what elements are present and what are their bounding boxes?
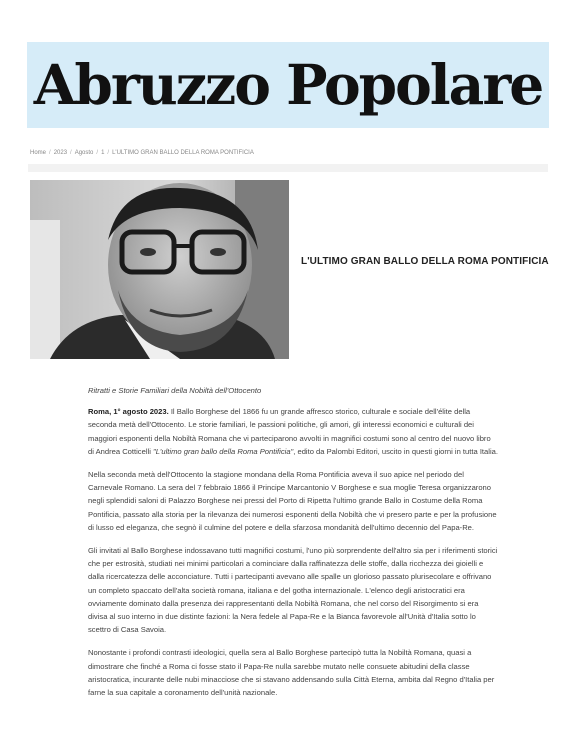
author-photo xyxy=(30,180,289,359)
breadcrumb-home[interactable]: Home xyxy=(30,150,47,156)
paragraph-4: Nonostante i profondi contrasti ideologici, quella sera al Ballo Borghese partecipò tutta la Nobiltà Romana, quasi a dimostrare che finché a Roma ci fosse stato il Papa-Re nulla sarebbe mutato nelle consuete abitudini della classe aristocratica, incurante delle nubi minacciose che si stavano addensando sulla Città Eterna, ambita dal Regno d'Italia per farne la sua capitale a coronamento dell'unità nazionale. xyxy=(88,648,495,698)
breadcrumb-year[interactable]: 2023 xyxy=(53,150,68,156)
breadcrumb: Home / 2023 / Agosto / 1 / L'ULTIMO GRAN BALLO DELLA ROMA PONTIFICIA xyxy=(30,150,254,156)
dateline: Roma, 1° agosto 2023. xyxy=(88,407,169,417)
divider xyxy=(28,164,548,172)
breadcrumb-day[interactable]: 1 xyxy=(101,150,105,156)
paragraph-3: Gli invitati al Ballo Borghese indossavano tutti magnifici costumi, l'uno più sorprendente dell'altro sia per i riferimenti storici che per estrosità, studiati nei minimi particolari a cominciare dalla raffinatezza delle stoffe, dalla ricchezza dei gioielli e dalla ricercatezza delle acconciature. Tutti i partecipanti avevano alle spalle un glorioso passato plurisecolare e offrivano un completo spaccato dell'alta società romana, italiana e del gotha internazionale. L'elenco degli aristocratici era ovviamente dominato dalla presenza dei rappresentanti della Nobiltà Romana, che nel corso del Risorgimento si era divisa al suo interno in due distinte fazioni: la Nera fedele al Papa-Re e la Bianca favorevole all'Unità d'Italia sotto lo scettro di Casa Savoia. xyxy=(88,546,498,635)
article-title: L'ULTIMO GRAN BALLO DELLA ROMA PONTIFICIA xyxy=(301,256,549,267)
book-title: "L'ultimo gran ballo della Roma Pontificia" xyxy=(153,446,294,456)
paragraph-1-text-b: , edito da Palombi Editori, uscito in questi giorni in tutta Italia. xyxy=(293,446,498,456)
paragraph-1-text-a: Il Ballo Borghese del 1866 fu un grande affresco storico, culturale e sociale dell'élite della seconda metà dell'Ottocento. Le storie familiari, le passioni politiche, gli amori, gli interessi economici e culturali dei maggiori esponenti della Nobiltà Romana che vi parteciparono avvolti in magnifici costumi sono al centro del nuovo libro di Andrea Cotticelli xyxy=(88,407,491,456)
breadcrumb-current: L'ULTIMO GRAN BALLO DELLA ROMA PONTIFICIA xyxy=(112,150,254,156)
breadcrumb-month[interactable]: Agosto xyxy=(74,150,94,156)
article-body xyxy=(88,384,498,709)
paragraph-2: Nella seconda metà dell'Ottocento la stagione mondana della Roma Pontificia aveva il suo apice nel periodo del Carnevale Romano. La sera del 7 febbraio 1866 il Principe Marcantonio V Borghese e sua moglie Teresa organizzarono negli splendidi saloni di Palazzo Borghese nei pressi del Porto di Ripetta l'ultimo grande Ballo in Costume della Roma Pontificia, passato alla storia per la rilevanza dei numerosi esponenti della Nobiltà che vi presero parte e per la profusione di lusso ed eleganza, che segnò il culmine del potere e della sfarzosa mondanità dell'ultimo decennio del Papa-Re. xyxy=(88,470,497,532)
site-logo[interactable]: Abruzzo Popolare xyxy=(33,52,543,117)
article-subtitle: Ritratti e Storie Familiari della Nobiltà dell'Ottocento xyxy=(88,386,262,395)
paragraph-1 xyxy=(88,405,498,458)
site-header-banner xyxy=(27,42,549,128)
